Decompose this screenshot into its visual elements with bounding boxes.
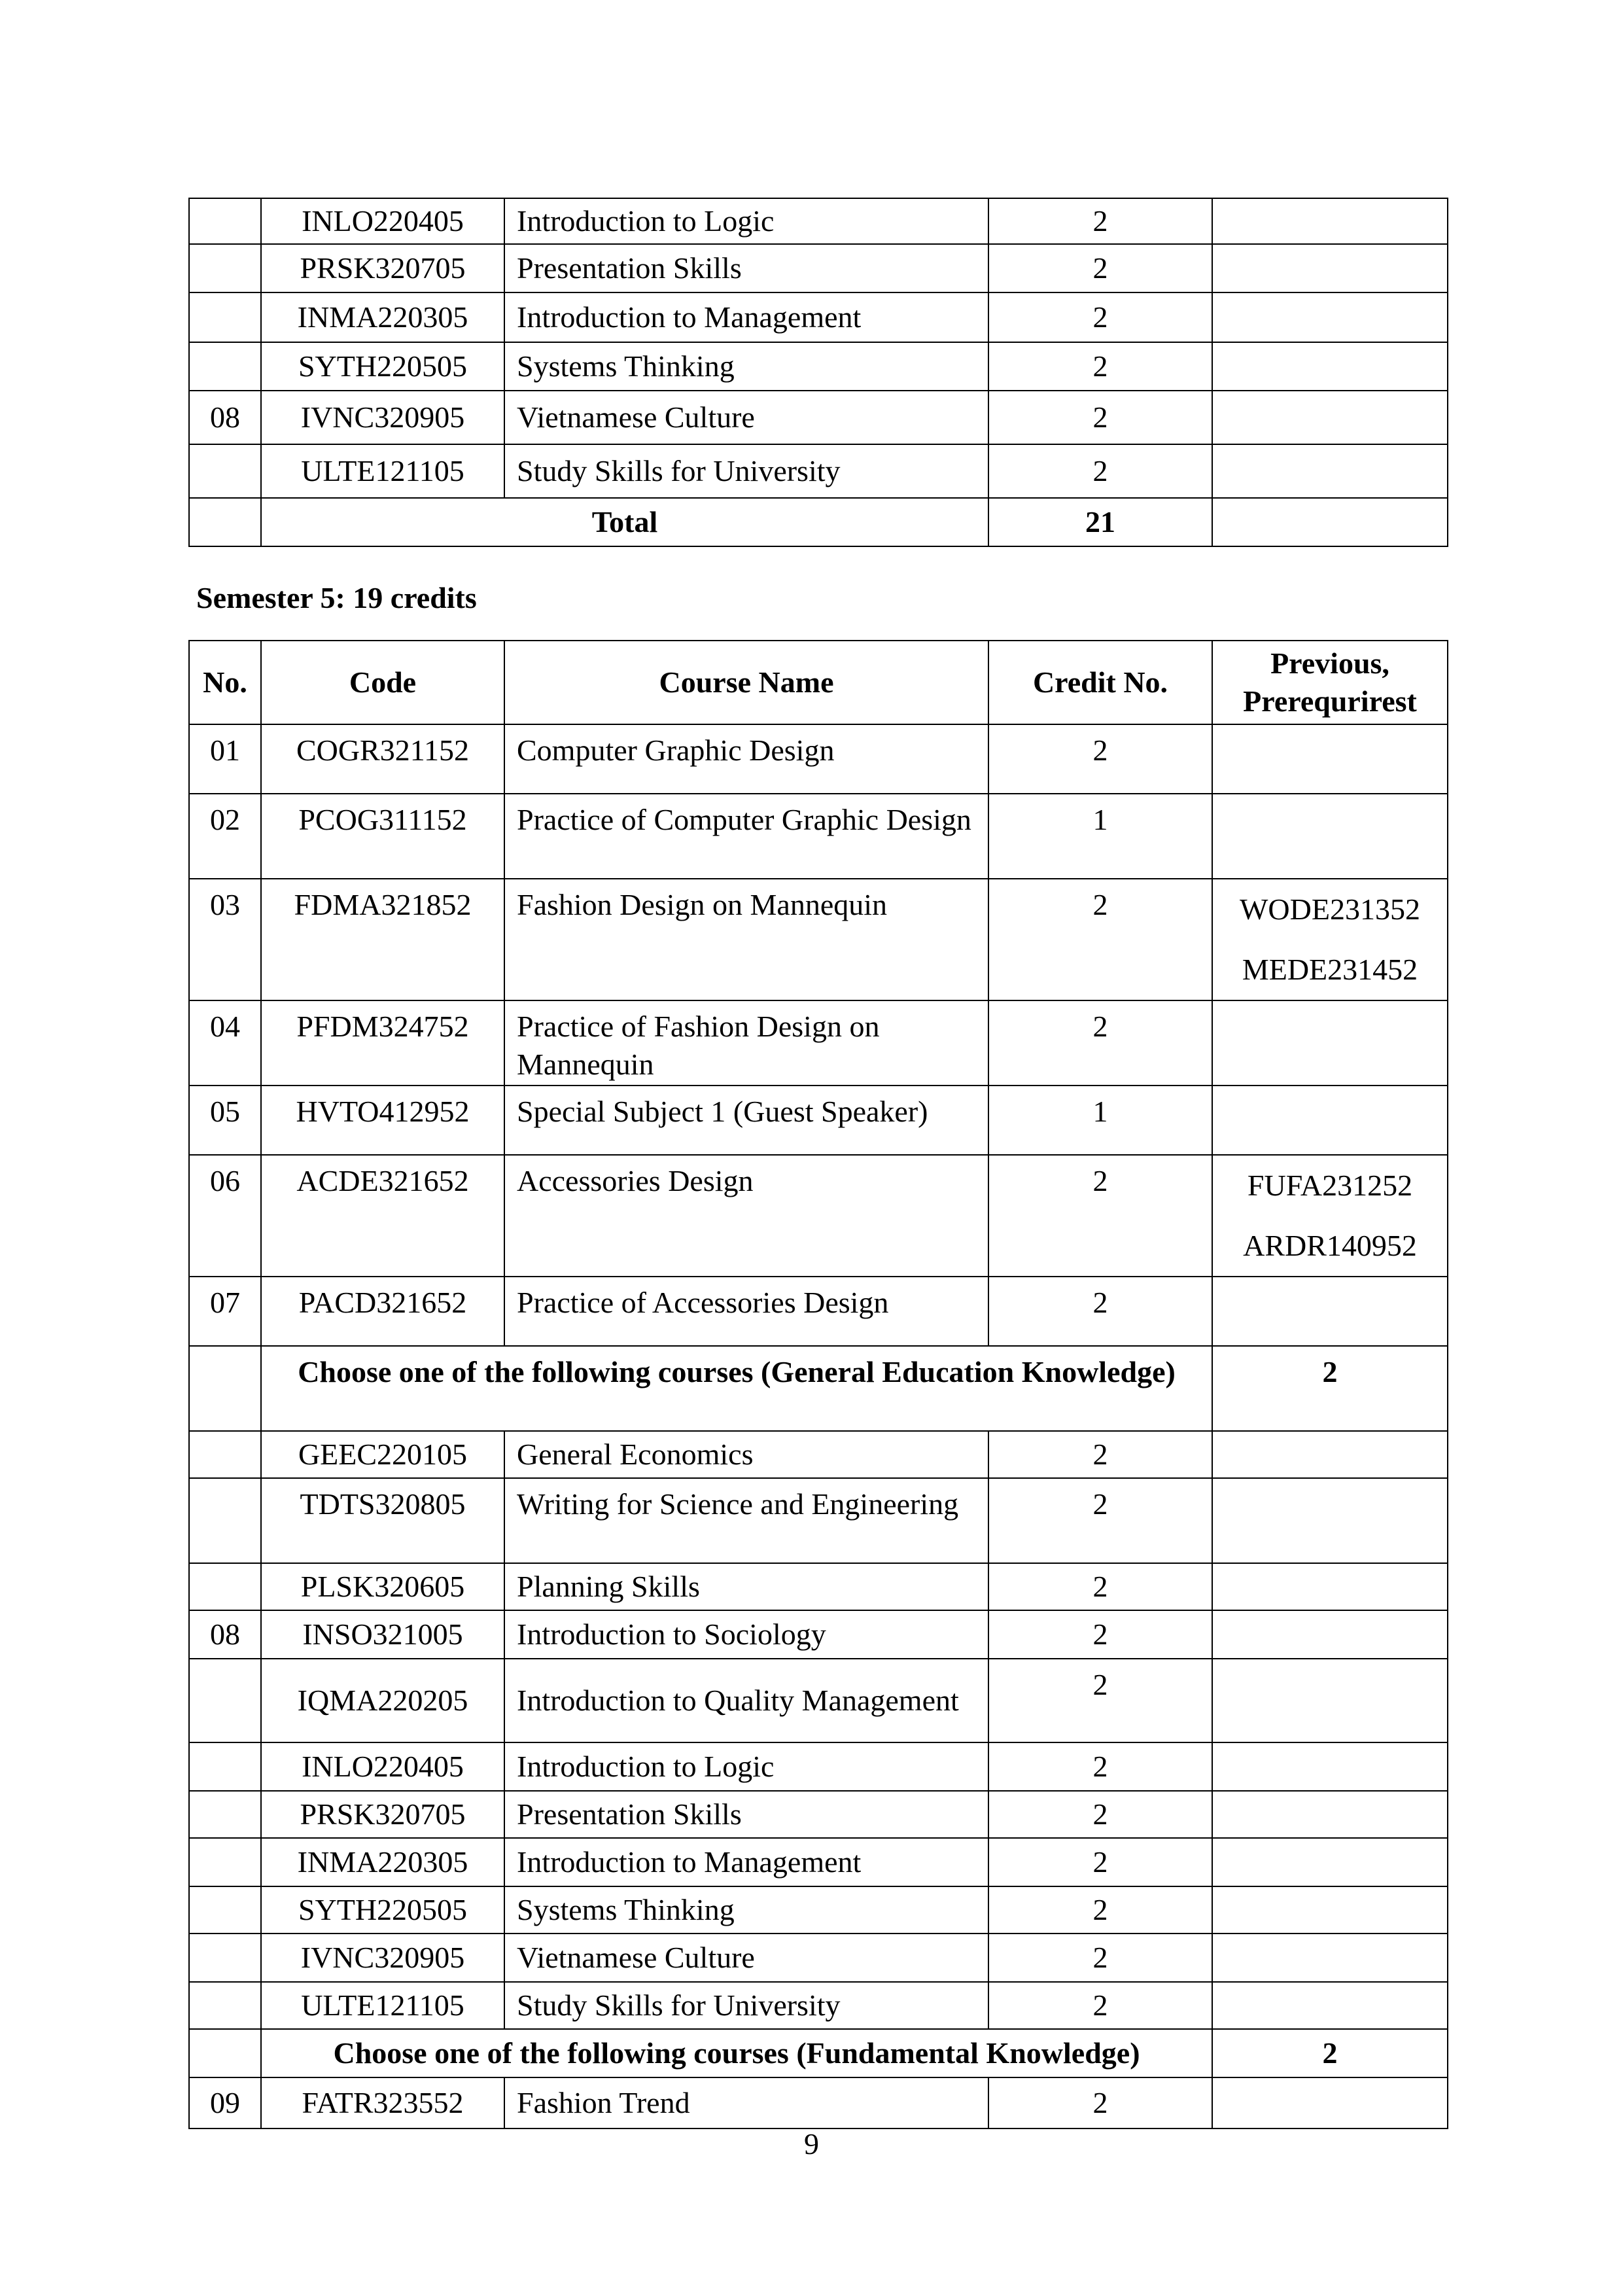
course-name-cell: Introduction to Quality Management <box>504 1659 988 1742</box>
prereq-code: ARDR140952 <box>1243 1229 1417 1262</box>
credit-cell: 2 <box>988 1431 1212 1478</box>
no-cell <box>189 1791 261 1838</box>
course-name-cell: Practice of Computer Graphic Design <box>504 794 988 879</box>
code-cell: GEEC220105 <box>261 1431 504 1478</box>
prereq-cell <box>1212 1838 1448 1886</box>
header-prerequisite: Previous, Prerequrirest <box>1212 641 1448 724</box>
prereq-cell <box>1212 1982 1448 2029</box>
credit-cell: 2 <box>988 1000 1212 1086</box>
no-cell <box>189 1431 261 1478</box>
course-name-cell: Accessories Design <box>504 1155 988 1277</box>
prereq-cell <box>1212 1155 1448 1277</box>
course-name-cell: Writing for Science and Engineering <box>504 1478 988 1563</box>
no-cell <box>189 342 261 391</box>
header-credit-no: Credit No. <box>988 641 1212 724</box>
course-name-cell: Introduction to Sociology <box>504 1610 988 1659</box>
prereq-cell <box>1212 1791 1448 1838</box>
no-cell: 03 <box>189 879 261 1000</box>
code-cell: PRSK320705 <box>261 244 504 292</box>
prereq-cell <box>1212 498 1448 546</box>
no-cell <box>189 1346 261 1431</box>
course-name-cell: Practice of Accessories Design <box>504 1277 988 1346</box>
course-name-cell: Special Subject 1 (Guest Speaker) <box>504 1086 988 1155</box>
code-cell: INMA220305 <box>261 292 504 342</box>
credit-cell: 2 <box>988 1838 1212 1886</box>
code-cell: PACD321652 <box>261 1277 504 1346</box>
table-row <box>189 244 1448 292</box>
no-cell <box>189 244 261 292</box>
elective-group-label: Choose one of the following courses (Fundamental Knowledge) <box>261 2029 1212 2077</box>
credit-cell: 2 <box>988 198 1212 244</box>
total-label: Total <box>261 498 988 546</box>
header-no: No. <box>189 641 261 724</box>
prereq-cell <box>1212 292 1448 342</box>
course-name-cell: Presentation Skills <box>504 244 988 292</box>
code-cell: PLSK320605 <box>261 1563 504 1610</box>
no-cell <box>189 198 261 244</box>
prereq-cell <box>1212 724 1448 794</box>
credit-cell: 2 <box>988 1791 1212 1838</box>
prereq-cell <box>1212 1934 1448 1982</box>
table-row <box>189 1086 1448 1155</box>
code-cell: FATR323552 <box>261 2077 504 2128</box>
credit-cell: 2 <box>988 292 1212 342</box>
elective-group-credit: 2 <box>1212 2029 1448 2077</box>
no-cell <box>189 1659 261 1742</box>
course-name-cell: General Economics <box>504 1431 988 1478</box>
code-cell: HVTO412952 <box>261 1086 504 1155</box>
table-row <box>189 1659 1448 1742</box>
credit-cell: 2 <box>988 2077 1212 2128</box>
prereq-cell <box>1212 2077 1448 2128</box>
code-cell: ULTE121105 <box>261 444 504 498</box>
code-cell: INLO220405 <box>261 198 504 244</box>
table-row <box>189 879 1448 1000</box>
table-row <box>189 1838 1448 1886</box>
table-row <box>189 391 1448 444</box>
no-cell <box>189 1563 261 1610</box>
course-name-cell: Introduction to Logic <box>504 198 988 244</box>
table-row <box>189 1982 1448 2029</box>
code-cell: IVNC320905 <box>261 391 504 444</box>
credit-cell: 2 <box>988 444 1212 498</box>
code-cell: SYTH220505 <box>261 342 504 391</box>
no-cell: 08 <box>189 391 261 444</box>
table-row <box>189 1934 1448 1982</box>
credit-cell: 2 <box>988 1742 1212 1791</box>
table-row <box>189 1610 1448 1659</box>
no-cell <box>189 1478 261 1563</box>
course-name-cell: Introduction to Logic <box>504 1742 988 1791</box>
total-value: 21 <box>988 498 1212 546</box>
no-cell <box>189 498 261 546</box>
table-row <box>189 292 1448 342</box>
credit-cell: 2 <box>988 1934 1212 1982</box>
no-cell <box>189 444 261 498</box>
elective-group-header <box>189 1346 1448 1431</box>
code-cell: INLO220405 <box>261 1742 504 1791</box>
code-cell: INSO321005 <box>261 1610 504 1659</box>
table-row <box>189 1563 1448 1610</box>
no-cell: 05 <box>189 1086 261 1155</box>
table-row <box>189 1155 1448 1277</box>
credit-cell: 2 <box>988 1886 1212 1934</box>
credit-cell: 2 <box>988 1277 1212 1346</box>
credit-cell: 2 <box>988 342 1212 391</box>
code-cell: TDTS320805 <box>261 1478 504 1563</box>
course-name-cell: Introduction to Management <box>504 1838 988 1886</box>
code-cell: PFDM324752 <box>261 1000 504 1086</box>
prereq-code: WODE231352 <box>1240 892 1420 926</box>
table-row <box>189 2077 1448 2128</box>
credit-cell: 2 <box>988 724 1212 794</box>
no-cell: 07 <box>189 1277 261 1346</box>
page-number: 9 <box>804 2127 819 2161</box>
prereq-code: FUFA231252 <box>1247 1169 1413 1202</box>
prereq-cell <box>1212 1000 1448 1086</box>
elective-group-label: Choose one of the following courses (General Education Knowledge) <box>261 1346 1212 1431</box>
prereq-cell <box>1212 1431 1448 1478</box>
credit-cell: 2 <box>988 879 1212 1000</box>
prereq-cell <box>1212 1563 1448 1610</box>
table-row <box>189 1000 1448 1086</box>
code-cell: IVNC320905 <box>261 1934 504 1982</box>
code-cell: IQMA220205 <box>261 1659 504 1742</box>
semester-5-course-table <box>188 640 1448 2129</box>
no-cell <box>189 1742 261 1791</box>
prereq-cell <box>1212 244 1448 292</box>
code-cell: PCOG311152 <box>261 794 504 879</box>
code-cell: INMA220305 <box>261 1838 504 1886</box>
prereq-cell <box>1212 1659 1448 1742</box>
credit-cell: 2 <box>988 1610 1212 1659</box>
credit-cell: 2 <box>988 1563 1212 1610</box>
table-row <box>189 1886 1448 1934</box>
table-row <box>189 198 1448 244</box>
table-header-row <box>189 641 1448 724</box>
no-cell: 08 <box>189 1610 261 1659</box>
course-name-cell: Vietnamese Culture <box>504 1934 988 1982</box>
code-cell: FDMA321852 <box>261 879 504 1000</box>
prereq-cell <box>1212 879 1448 1000</box>
no-cell <box>189 1934 261 1982</box>
elective-group-header <box>189 2029 1448 2077</box>
course-name-cell: Fashion Design on Mannequin <box>504 879 988 1000</box>
prereq-code: MEDE231452 <box>1242 953 1418 986</box>
table-row <box>189 342 1448 391</box>
course-name-cell: Vietnamese Culture <box>504 391 988 444</box>
credit-cell: 2 <box>988 1982 1212 2029</box>
no-cell: 04 <box>189 1000 261 1086</box>
no-cell: 09 <box>189 2077 261 2128</box>
no-cell <box>189 2029 261 2077</box>
table-row <box>189 1431 1448 1478</box>
course-name-cell: Fashion Trend <box>504 2077 988 2128</box>
table-row <box>189 794 1448 879</box>
prereq-cell <box>1212 391 1448 444</box>
course-name-cell: Practice of Fashion Design on Mannequin <box>504 1000 988 1086</box>
credit-cell: 2 <box>988 1659 1212 1742</box>
no-cell <box>189 1982 261 2029</box>
course-table-continued <box>188 198 1448 547</box>
elective-group-credit: 2 <box>1212 1346 1448 1431</box>
credit-cell: 2 <box>988 391 1212 444</box>
no-cell: 01 <box>189 724 261 794</box>
semester-heading: Semester 5: 19 credits <box>196 581 477 614</box>
course-name-cell: Presentation Skills <box>504 1791 988 1838</box>
table-row <box>189 444 1448 498</box>
no-cell: 02 <box>189 794 261 879</box>
header-code: Code <box>261 641 504 724</box>
credit-cell: 1 <box>988 1086 1212 1155</box>
table-row <box>189 1277 1448 1346</box>
code-cell: ACDE321652 <box>261 1155 504 1277</box>
course-name-cell: Computer Graphic Design <box>504 724 988 794</box>
prereq-cell <box>1212 198 1448 244</box>
table-row <box>189 1742 1448 1791</box>
code-cell: PRSK320705 <box>261 1791 504 1838</box>
course-name-cell: Introduction to Management <box>504 292 988 342</box>
no-cell <box>189 1838 261 1886</box>
course-name-cell: Systems Thinking <box>504 342 988 391</box>
code-cell: ULTE121105 <box>261 1982 504 2029</box>
course-name-cell: Study Skills for University <box>504 1982 988 2029</box>
prereq-cell <box>1212 1086 1448 1155</box>
prereq-cell <box>1212 1478 1448 1563</box>
no-cell <box>189 292 261 342</box>
course-name-cell: Study Skills for University <box>504 444 988 498</box>
prereq-cell <box>1212 1742 1448 1791</box>
course-name-cell: Planning Skills <box>504 1563 988 1610</box>
header-course-name: Course Name <box>504 641 988 724</box>
credit-cell: 2 <box>988 1155 1212 1277</box>
table-row <box>189 1478 1448 1563</box>
no-cell <box>189 1886 261 1934</box>
code-cell: SYTH220505 <box>261 1886 504 1934</box>
credit-cell: 2 <box>988 1478 1212 1563</box>
no-cell: 06 <box>189 1155 261 1277</box>
credit-cell: 2 <box>988 244 1212 292</box>
table-row <box>189 1791 1448 1838</box>
prereq-cell <box>1212 1610 1448 1659</box>
prereq-cell <box>1212 1886 1448 1934</box>
code-cell: COGR321152 <box>261 724 504 794</box>
credit-cell: 1 <box>988 794 1212 879</box>
table-row <box>189 724 1448 794</box>
prereq-cell <box>1212 342 1448 391</box>
course-name-cell: Systems Thinking <box>504 1886 988 1934</box>
prereq-cell <box>1212 444 1448 498</box>
prereq-cell <box>1212 794 1448 879</box>
total-row <box>189 498 1448 546</box>
prereq-cell <box>1212 1277 1448 1346</box>
